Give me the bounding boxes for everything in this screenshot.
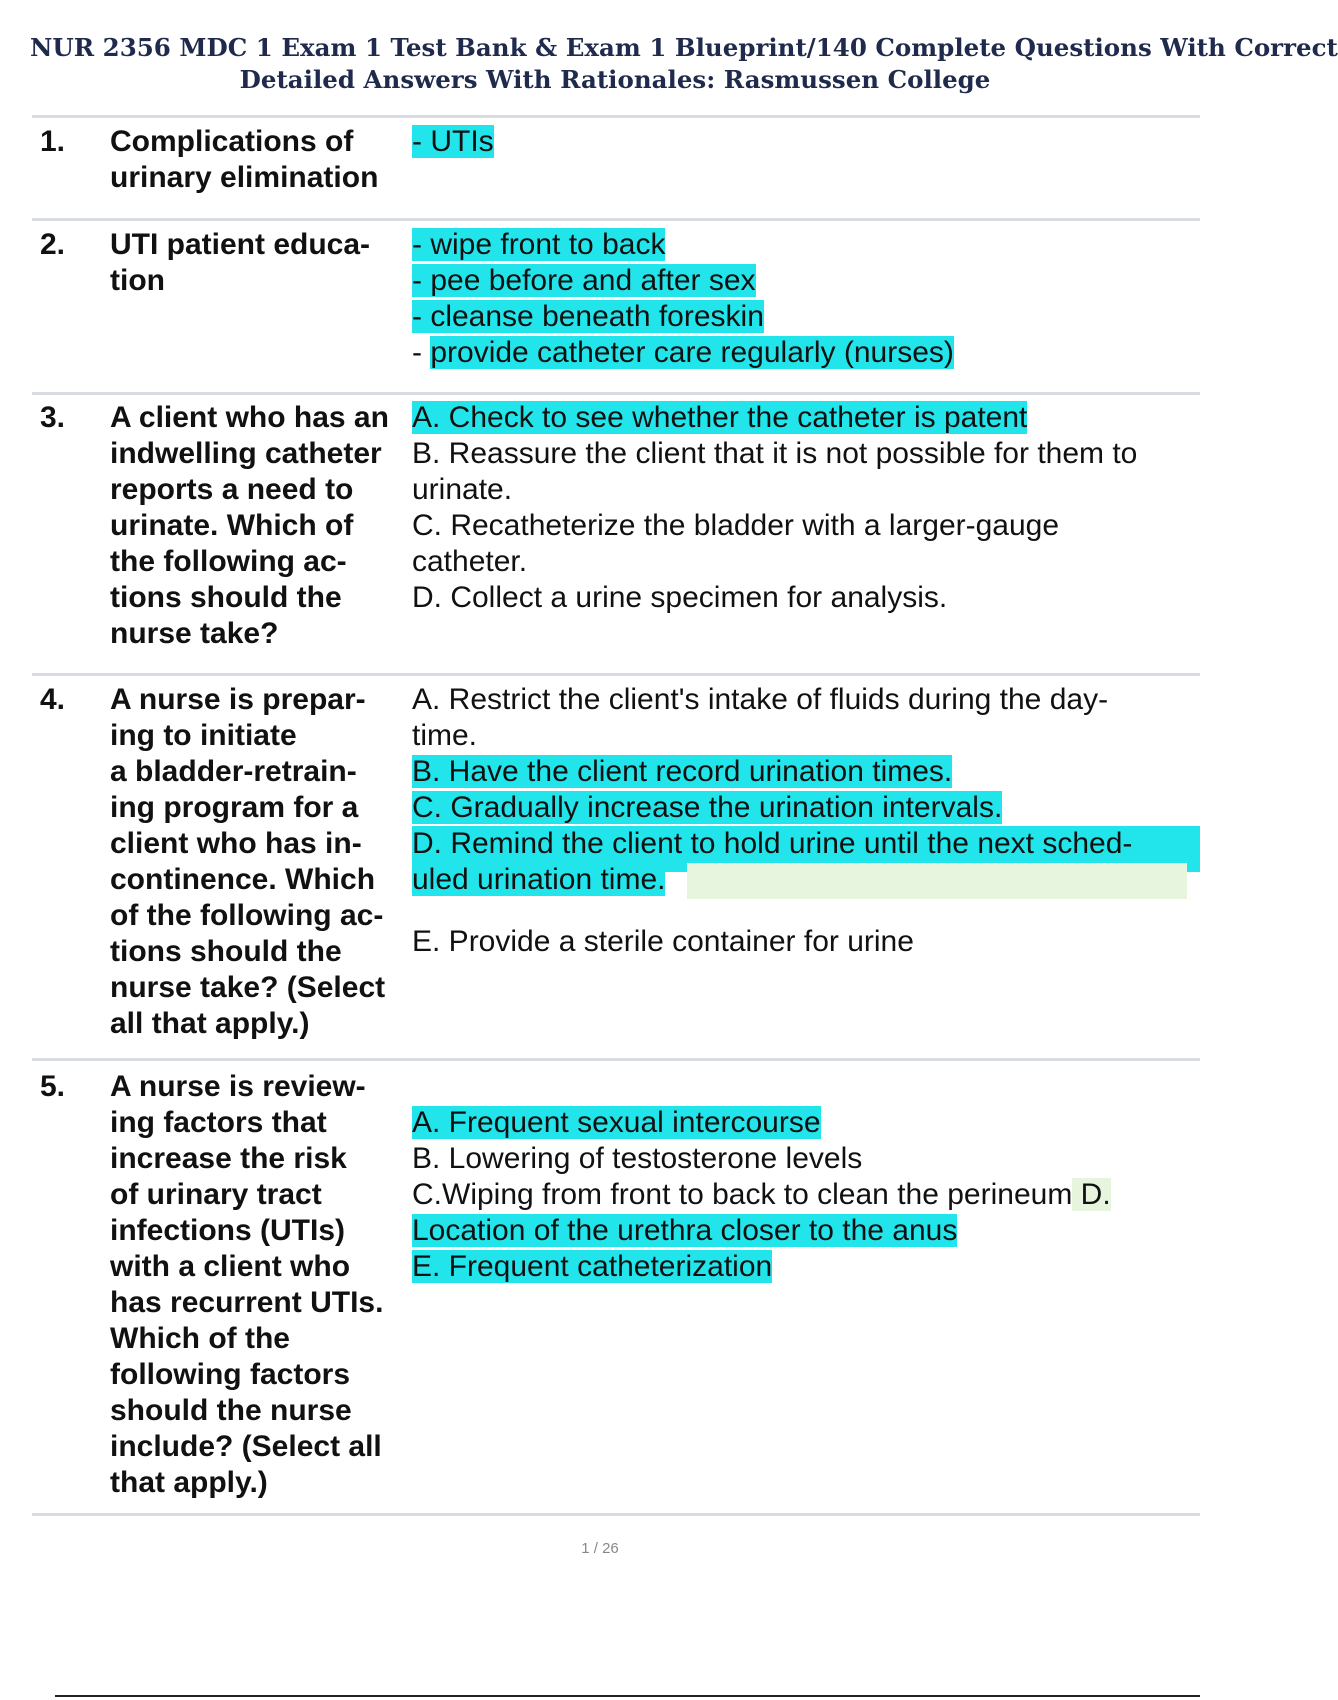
question-text	[110, 227, 440, 299]
answer-line	[412, 790, 1222, 826]
answer-block	[412, 1069, 1222, 1285]
divider	[32, 115, 1200, 118]
answer-line: time.	[412, 719, 478, 752]
question-line: continence. Which	[110, 863, 376, 896]
question-line: ing factors that	[110, 1106, 327, 1139]
question-line: A nurse is review-	[110, 1070, 366, 1103]
question-line: UTI patient educa-	[110, 228, 371, 261]
question-text	[110, 124, 440, 196]
divider	[32, 1058, 1200, 1061]
answer-line: C. Recatheterize the bladder with a larger-gauge	[412, 509, 1060, 542]
divider	[32, 392, 1200, 395]
highlighted-answer: D. Remind the client to hold urine until the next sched-	[412, 827, 1133, 860]
question-line: urinate. Which of	[110, 509, 354, 542]
highlighted-answer: - pee before and after sex	[412, 264, 756, 297]
answer-spacer	[412, 898, 1222, 924]
highlighted-answer: - wipe front to back	[412, 228, 666, 261]
answer-prefix: -	[412, 336, 431, 369]
question-line: nurse take?	[110, 617, 279, 650]
answer-line	[412, 227, 1222, 263]
answer-line: D. Collect a urine specimen for analysis.	[412, 581, 948, 614]
question-text	[110, 682, 440, 1042]
highlighted-answer: - UTIs	[412, 125, 494, 158]
highlighted-answer: A. Check to see whether the catheter is patent	[412, 401, 1028, 434]
highlighted-answer: uled urination time.	[412, 863, 666, 896]
answer-line	[412, 335, 1222, 371]
question-number: 4.	[40, 683, 66, 716]
document-title-line-1: NUR 2356 MDC 1 Exam 1 Test Bank & Exam 1 Blueprint/140 Complete Questions With Correct	[30, 33, 1338, 62]
highlighted-answer: - cleanse beneath foreskin	[412, 300, 764, 333]
question-line: following factors	[110, 1358, 350, 1391]
page-number: 1 / 26	[581, 1540, 619, 1557]
answer-line	[412, 1249, 1222, 1285]
question-line: with a client who	[110, 1250, 351, 1283]
question-line: should the nurse	[110, 1394, 352, 1427]
question-line: A nurse is prepar-	[110, 683, 366, 716]
question-line: tions should the	[110, 581, 342, 614]
question-number: 3.	[40, 401, 66, 434]
answer-line: catheter.	[412, 545, 528, 578]
answer-block	[412, 400, 1222, 616]
question-number: 2.	[40, 228, 66, 261]
answer-line: A. Restrict the client's intake of fluids during the day-	[412, 683, 1109, 716]
question-line: all that apply.)	[110, 1007, 310, 1040]
page-bottom-rule	[55, 1695, 1200, 1697]
question-line: of the following ac-	[110, 899, 384, 932]
answer-block	[412, 124, 1222, 160]
answer-line	[412, 1177, 1222, 1213]
question-line: indwelling catheter	[110, 437, 382, 470]
question-line: Complications of	[110, 125, 354, 158]
divider	[32, 1513, 1200, 1516]
question-number: 5.	[40, 1070, 66, 1103]
question-line: the following ac-	[110, 545, 347, 578]
question-line: Which of the	[110, 1322, 290, 1355]
answer-line	[412, 263, 1222, 299]
answer-line	[412, 862, 1222, 898]
answer-line: E. Provide a sterile container for urine	[412, 925, 914, 958]
question-line: that apply.)	[110, 1466, 268, 1499]
divider	[32, 218, 1200, 221]
question-line: client who has in-	[110, 827, 362, 860]
question-line: tion	[110, 264, 165, 297]
answer-line	[412, 1105, 1222, 1141]
question-line: A client who has an	[110, 401, 389, 434]
highlighted-answer: B. Have the client record urination times.	[412, 755, 953, 788]
highlighted-answer-pale: D.	[1072, 1178, 1111, 1211]
question-line: increase the risk	[110, 1142, 347, 1175]
answer-spacer	[412, 1069, 1222, 1105]
question-line: has recurrent UTIs.	[110, 1286, 384, 1319]
question-line: include? (Select all	[110, 1430, 382, 1463]
question-line: tions should the	[110, 935, 342, 968]
answer-line	[412, 754, 1222, 790]
question-line: infections (UTIs)	[110, 1214, 346, 1247]
highlighted-answer: Location of the urethra closer to the anus	[412, 1214, 958, 1247]
answer-line	[412, 1213, 1222, 1249]
answer-block	[412, 227, 1222, 371]
answer-line	[412, 299, 1222, 335]
answer-line	[412, 400, 1222, 436]
question-line: nurse take? (Select	[110, 971, 386, 1004]
answer-line: B. Lowering of testosterone levels	[412, 1142, 863, 1175]
highlighted-answer: C. Gradually increase the urination intervals.	[412, 791, 1003, 824]
document-title	[30, 32, 1338, 96]
question-line: a bladder-retrain-	[110, 755, 357, 788]
highlighted-answer: E. Frequent catheterization	[412, 1250, 773, 1283]
answer-block	[412, 682, 1222, 960]
question-line: of urinary tract	[110, 1178, 322, 1211]
question-number: 1.	[40, 125, 66, 158]
highlighted-answer: provide catheter care regularly (nurses)	[430, 336, 954, 369]
question-line: urinary elimination	[110, 161, 379, 194]
answer-line	[412, 124, 1222, 160]
answer-line: B. Reassure the client that it is not possible for them to	[412, 437, 1138, 470]
question-line: ing program for a	[110, 791, 359, 824]
question-text	[110, 1069, 440, 1501]
question-text	[110, 400, 440, 652]
highlighted-answer: A. Frequent sexual intercourse	[412, 1106, 821, 1139]
divider	[32, 673, 1200, 676]
answer-text: C.Wiping from front to back to clean the perineum	[412, 1178, 1073, 1211]
question-line: ing to initiate	[110, 719, 297, 752]
answer-line	[412, 826, 1222, 862]
document-title-line-2: Detailed Answers With Rationales: Rasmussen College	[239, 65, 991, 94]
answer-line: urinate.	[412, 473, 513, 506]
question-line: reports a need to	[110, 473, 354, 506]
